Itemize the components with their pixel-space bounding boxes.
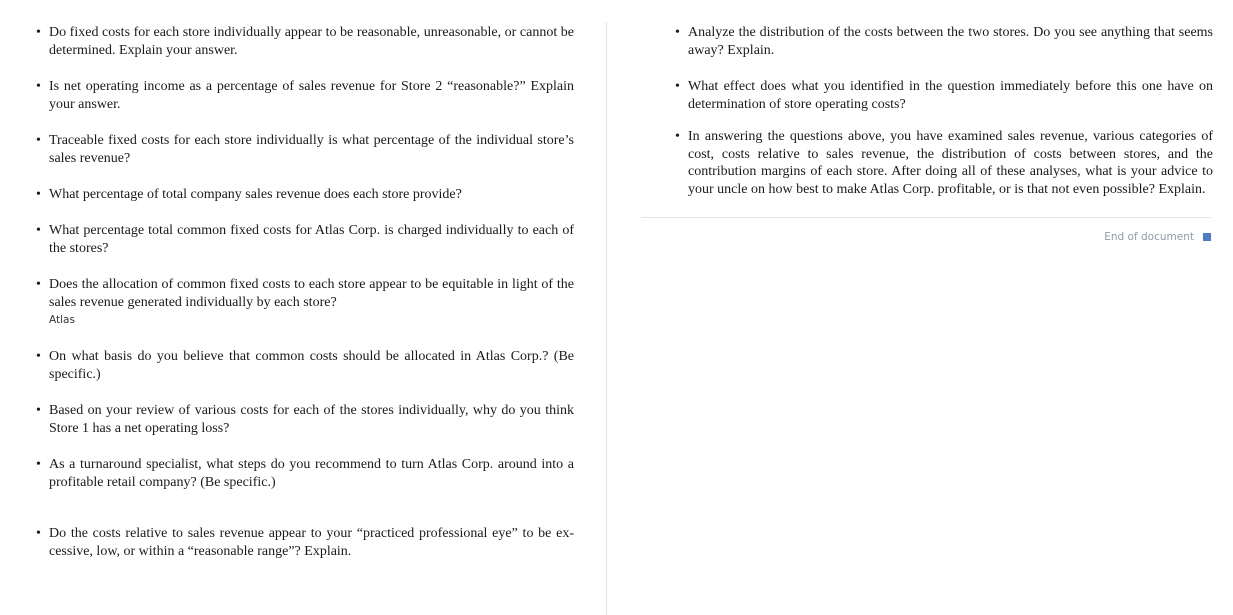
bullet-icon: • <box>36 403 41 418</box>
square-icon <box>1203 233 1211 241</box>
end-of-document-label: End of document <box>1104 231 1194 243</box>
bullet-icon: • <box>675 129 680 144</box>
question-item: • What percentage of total company sales revenue does each store provide? <box>36 187 462 202</box>
page-divider <box>606 22 607 615</box>
atlas-label: Atlas <box>49 314 75 326</box>
question-item: • Is net operating income as a percentage of sales revenue for Store 2 “reasonable?” Explain your answer. <box>36 79 574 112</box>
end-divider <box>641 217 1211 218</box>
end-of-document-marker <box>1104 231 1211 243</box>
question-item: • What effect does what you identified in the question immediately before this one have on determination of store operating costs? <box>675 79 1213 112</box>
bullet-icon: • <box>36 223 41 238</box>
question-item: • Do fixed costs for each store individually appear to be reasonable, unreasonable, or cannot be determined. Explain your answer. <box>36 25 574 58</box>
question-item: • On what basis do you believe that common costs should be allocated in Atlas Corp.? (Be specific.) <box>36 349 574 382</box>
bullet-icon: • <box>36 25 41 40</box>
bullet-icon: • <box>675 25 680 40</box>
question-item: • As a turnaround specialist, what steps do you recommend to turn Atlas Corp. around into a profitable retail company? (Be specific.) <box>36 457 574 490</box>
question-item: • Based on your review of various costs for each of the stores individually, why do you think Store 1 has a net operating loss? <box>36 403 574 436</box>
question-item: • Do the costs relative to sales revenue appear to your “practiced professional eye” to be ex-cessive, low, or within a “reasonable range”? Explain. <box>36 526 574 559</box>
question-item: • Does the allocation of common fixed costs to each store appear to be equitable in light of the sales revenue generated individually by each store? <box>36 277 574 310</box>
bullet-icon: • <box>36 133 41 148</box>
bullet-icon: • <box>36 187 41 202</box>
question-item: • What percentage total common fixed costs for Atlas Corp. is charged individually to each of the stores? <box>36 223 574 256</box>
question-item: • Analyze the distribution of the costs between the two stores. Do you see anything that seems away? Explain. <box>675 25 1213 58</box>
bullet-icon: • <box>36 79 41 94</box>
question-item: • Traceable fixed costs for each store individually is what percentage of the individual store’s sales revenue? <box>36 133 574 166</box>
bullet-icon: • <box>36 526 41 541</box>
bullet-icon: • <box>36 349 41 364</box>
bullet-icon: • <box>675 79 680 94</box>
bullet-icon: • <box>36 457 41 472</box>
bullet-icon: • <box>36 277 41 292</box>
question-item: • In answering the questions above, you have examined sales revenue, various categories of cost, costs relative to sales revenue, the distribution of costs between stores, and the contribution margins of each store. After doing all of these analyses, what is your advice to your uncle on how best to make Atlas Corp. profitable, or is that not even possible? Explain. <box>675 129 1213 197</box>
